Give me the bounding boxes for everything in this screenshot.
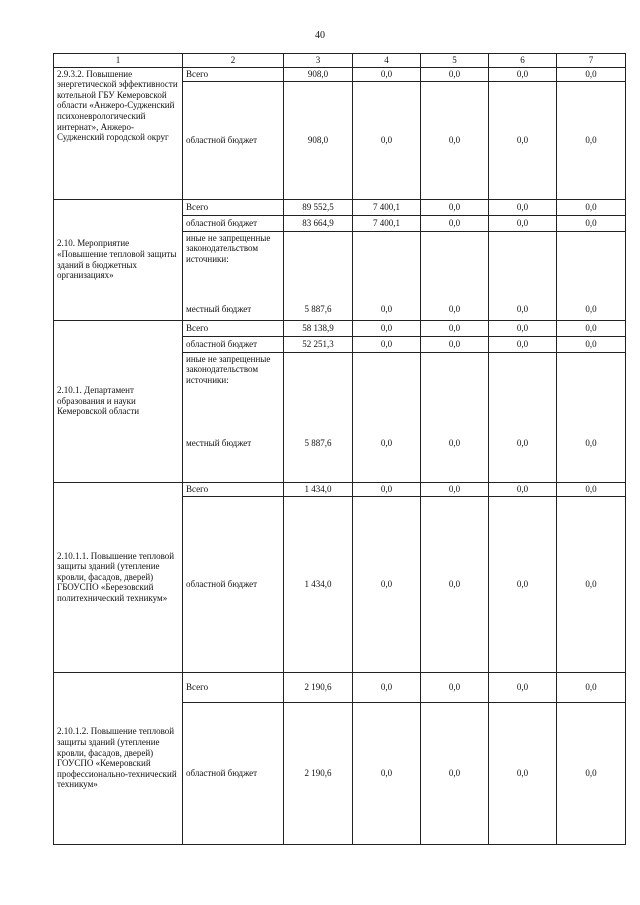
value-cell: 0,0 xyxy=(421,482,489,496)
value-cell: 0,0 xyxy=(489,672,557,702)
value-cell: 0,0 xyxy=(557,702,626,844)
funding-source: областной бюджет xyxy=(183,496,284,672)
value-cell: 0,0 xyxy=(489,496,557,672)
value-cell: 0,0 xyxy=(421,352,489,482)
funding-source-group xyxy=(183,231,284,320)
value-cell: 0,0 xyxy=(421,320,489,336)
header-cell: 4 xyxy=(353,54,421,68)
value-cell: 0,0 xyxy=(353,496,421,672)
value-cell: 0,0 xyxy=(353,336,421,352)
value-cell: 0,0 xyxy=(353,702,421,844)
value-cell: 0,0 xyxy=(421,702,489,844)
other-sources-label: иные не запрещенные законодательством источники: xyxy=(186,232,271,264)
measure-name: 2.10.1.2. Повышение тепловой защиты зданий (утепление кровли, фасадов, дверей) ГОУСПО «Кемеровский профессионально-технический техникум» xyxy=(54,672,183,844)
page-number: 40 xyxy=(315,30,325,41)
value-cell: 0,0 xyxy=(557,482,626,496)
funding-source: областной бюджет xyxy=(183,336,284,352)
value-cell: 0,0 xyxy=(489,336,557,352)
value-cell: 0,0 xyxy=(353,672,421,702)
value-cell: 0,0 xyxy=(489,81,557,199)
value-cell: 83 664,9 xyxy=(284,215,353,231)
funding-source: областной бюджет xyxy=(183,81,284,199)
funding-source: областной бюджет xyxy=(183,215,284,231)
value-cell: 0,0 xyxy=(489,320,557,336)
funding-source: Всего xyxy=(183,482,284,496)
other-sources-label: иные не запрещенные законодательством источники: xyxy=(186,353,271,385)
header-cell: 3 xyxy=(284,54,353,68)
value-cell: 52 251,3 xyxy=(284,336,353,352)
value-cell: 0,0 xyxy=(557,231,626,320)
value-cell: 0,0 xyxy=(557,320,626,336)
header-cell: 2 xyxy=(183,54,284,68)
value-cell: 908,0 xyxy=(284,81,353,199)
value-cell: 0,0 xyxy=(353,231,421,320)
value-cell: 0,0 xyxy=(557,352,626,482)
value-cell: 1 434,0 xyxy=(284,482,353,496)
value-cell: 58 138,9 xyxy=(284,320,353,336)
value-cell: 0,0 xyxy=(421,215,489,231)
value-cell: 0,0 xyxy=(489,231,557,320)
funding-source: областной бюджет xyxy=(183,702,284,844)
header-cell: 1 xyxy=(54,54,183,68)
table-row xyxy=(54,67,626,81)
header-cell: 5 xyxy=(421,54,489,68)
value-cell: 0,0 xyxy=(353,482,421,496)
value-cell: 2 190,6 xyxy=(284,702,353,844)
value-cell: 5 887,6 xyxy=(284,231,353,320)
funding-source: Всего xyxy=(183,199,284,215)
value-cell: 0,0 xyxy=(421,672,489,702)
table-row xyxy=(54,672,626,702)
value-cell: 0,0 xyxy=(421,67,489,81)
value-cell: 0,0 xyxy=(489,352,557,482)
value-cell: 0,0 xyxy=(421,81,489,199)
value-cell: 0,0 xyxy=(489,199,557,215)
value-cell: 7 400,1 xyxy=(353,199,421,215)
measure-name: 2.10.1.1. Повышение тепловой защиты зданий (утепление кровли, фасадов, дверей) ГБОУСПО «Березовский политехнический техникум» xyxy=(54,482,183,672)
value-cell: 0,0 xyxy=(557,215,626,231)
measure-name: 2.10.1. Департамент образования и науки Кемеровской области xyxy=(54,320,183,482)
table-row xyxy=(54,320,626,336)
header-cell: 6 xyxy=(489,54,557,68)
value-cell: 0,0 xyxy=(421,496,489,672)
value-cell: 0,0 xyxy=(353,320,421,336)
value-cell: 5 887,6 xyxy=(284,352,353,482)
value-cell: 0,0 xyxy=(353,81,421,199)
header-cell: 7 xyxy=(557,54,626,68)
funding-source: местный бюджет xyxy=(186,438,252,448)
header-row xyxy=(54,54,626,68)
value-cell: 1 434,0 xyxy=(284,496,353,672)
value-cell: 0,0 xyxy=(421,336,489,352)
value-cell: 0,0 xyxy=(557,336,626,352)
measure-name: 2.10. Мероприятие «Повышение тепловой защиты зданий в бюджетных организациях» xyxy=(54,199,183,320)
value-cell: 0,0 xyxy=(489,67,557,81)
value-cell: 0,0 xyxy=(421,199,489,215)
value-cell: 7 400,1 xyxy=(353,215,421,231)
value-cell: 0,0 xyxy=(353,352,421,482)
value-cell: 0,0 xyxy=(557,672,626,702)
value-cell: 0,0 xyxy=(353,67,421,81)
value-cell: 908,0 xyxy=(284,67,353,81)
value-cell: 0,0 xyxy=(489,482,557,496)
funding-source-group xyxy=(183,352,284,482)
funding-source: Всего xyxy=(183,672,284,702)
value-cell: 0,0 xyxy=(557,81,626,199)
value-cell: 0,0 xyxy=(557,67,626,81)
measure-name: 2.9.3.2. Повышение энергетической эффективности котельной ГБУ Кемеровской области «Анжеро-Судженский психоневрологический интернат», Анжеро-Судженский городской округ xyxy=(54,67,183,199)
value-cell: 0,0 xyxy=(557,496,626,672)
budget-table xyxy=(53,53,626,845)
value-cell: 0,0 xyxy=(489,215,557,231)
funding-source: Всего xyxy=(183,320,284,336)
value-cell: 0,0 xyxy=(489,702,557,844)
value-cell: 0,0 xyxy=(557,199,626,215)
funding-source: Всего xyxy=(183,67,284,81)
funding-source: местный бюджет xyxy=(186,304,252,314)
value-cell: 2 190,6 xyxy=(284,672,353,702)
table-row xyxy=(54,199,626,215)
value-cell: 89 552,5 xyxy=(284,199,353,215)
table-row xyxy=(54,482,626,496)
value-cell: 0,0 xyxy=(421,231,489,320)
